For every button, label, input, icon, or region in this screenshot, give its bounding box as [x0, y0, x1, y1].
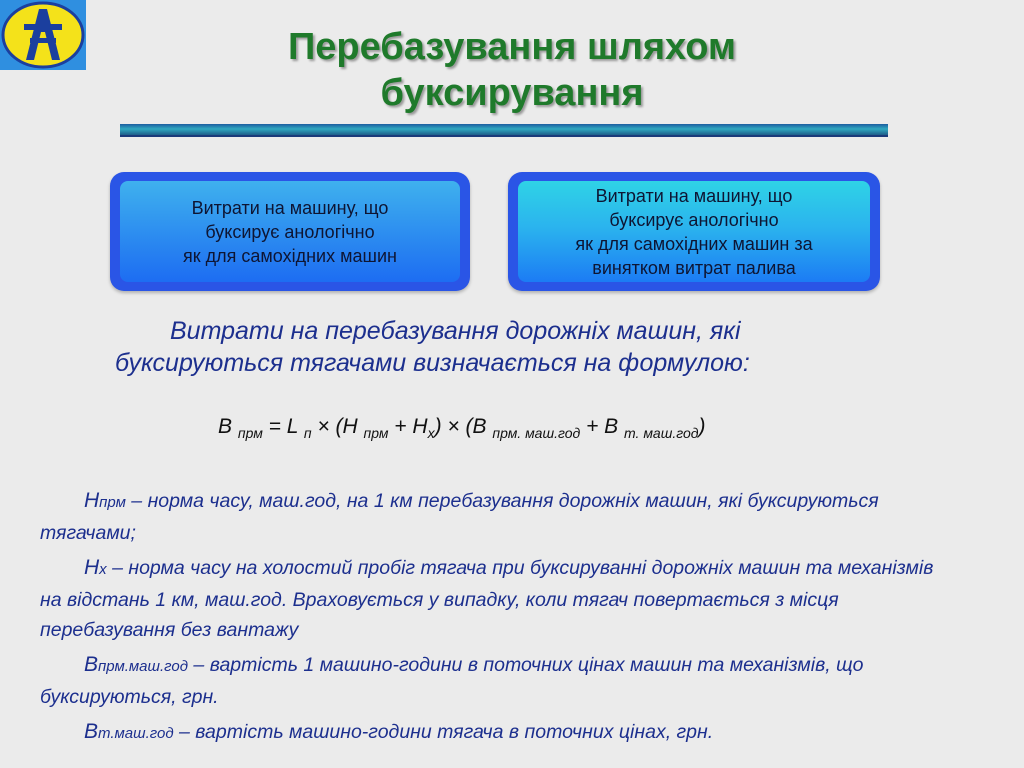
definition-text: – вартість машино-години тягача в поточних цінах, грн. — [173, 721, 714, 743]
definition-item — [40, 553, 940, 645]
definition-subscript: прм.маш.год — [98, 658, 189, 675]
info-box-line: винятком витрат палива — [592, 257, 796, 278]
definition-item — [40, 717, 940, 749]
intro-line: Витрати на перебазування дорожніх машин, які — [170, 317, 741, 345]
formula-part: = L — [262, 415, 299, 438]
definition-subscript: прм — [99, 494, 126, 511]
definition-symbol: В — [84, 720, 99, 743]
definition-item — [40, 486, 940, 548]
title-line: Перебазування шляхом — [287, 26, 737, 68]
definition-text: – вартість 1 машино-години в поточних цінах машин та механізмів, що буксируються, грн. — [40, 654, 864, 708]
formula-subscript: п — [303, 425, 312, 442]
formula-part: × (Н — [311, 415, 358, 438]
info-box-line: буксирує анологічно — [205, 221, 375, 242]
info-box-left-content — [120, 181, 460, 282]
formula-part: ) — [698, 415, 706, 438]
formula-part: + Н — [388, 415, 428, 438]
definition-symbol: Н — [84, 489, 100, 512]
definitions-list — [40, 486, 940, 754]
formula-part: В — [218, 415, 233, 438]
intro-text — [115, 315, 895, 379]
formula-subscript: прм. маш.год — [492, 425, 581, 442]
intro-line: буксируються тягачами визначається на формулою: — [115, 349, 750, 377]
info-box-left — [110, 172, 470, 291]
definition-symbol: В — [84, 653, 99, 676]
info-box-line: Витрати на машину, що — [191, 197, 389, 218]
road-sign-icon — [0, 0, 86, 70]
info-box-right-content — [518, 181, 870, 282]
formula-part: ) × (В — [434, 415, 487, 438]
definition-item — [40, 650, 940, 712]
title-divider — [120, 124, 888, 137]
info-box-right — [508, 172, 880, 291]
info-box-line: Витрати на машину, що — [595, 185, 793, 206]
slide-title — [120, 24, 904, 116]
info-box-line: як для самохідних машин за — [575, 233, 813, 254]
definition-subscript: т.маш.год — [98, 725, 174, 742]
info-box-line: буксирує анологічно — [609, 209, 779, 230]
logo — [0, 0, 86, 70]
formula-subscript: х — [427, 425, 435, 442]
definition-text: – норма часу, маш.год, на 1 км перебазування дорожніх машин, які буксируються тягачами; — [40, 490, 879, 544]
formula-subscript: т. маш.год — [624, 425, 699, 442]
title-line: буксирування — [380, 72, 644, 114]
definition-subscript: х — [99, 561, 107, 578]
definition-symbol: Н — [84, 556, 100, 579]
formula-subscript: прм — [363, 425, 389, 442]
info-box-line: як для самохідних машин — [183, 245, 397, 266]
cost-formula — [218, 415, 706, 441]
definition-text: – норма часу на холостий пробіг тягача при буксируванні дорожніх машин та механізмів на відстань 1 км, маш.год. Враховується у випадку, коли тягач повертається з місця перебазування без вантажу — [40, 557, 934, 641]
formula-subscript: прм — [237, 425, 263, 442]
formula-part: + В — [580, 415, 619, 438]
